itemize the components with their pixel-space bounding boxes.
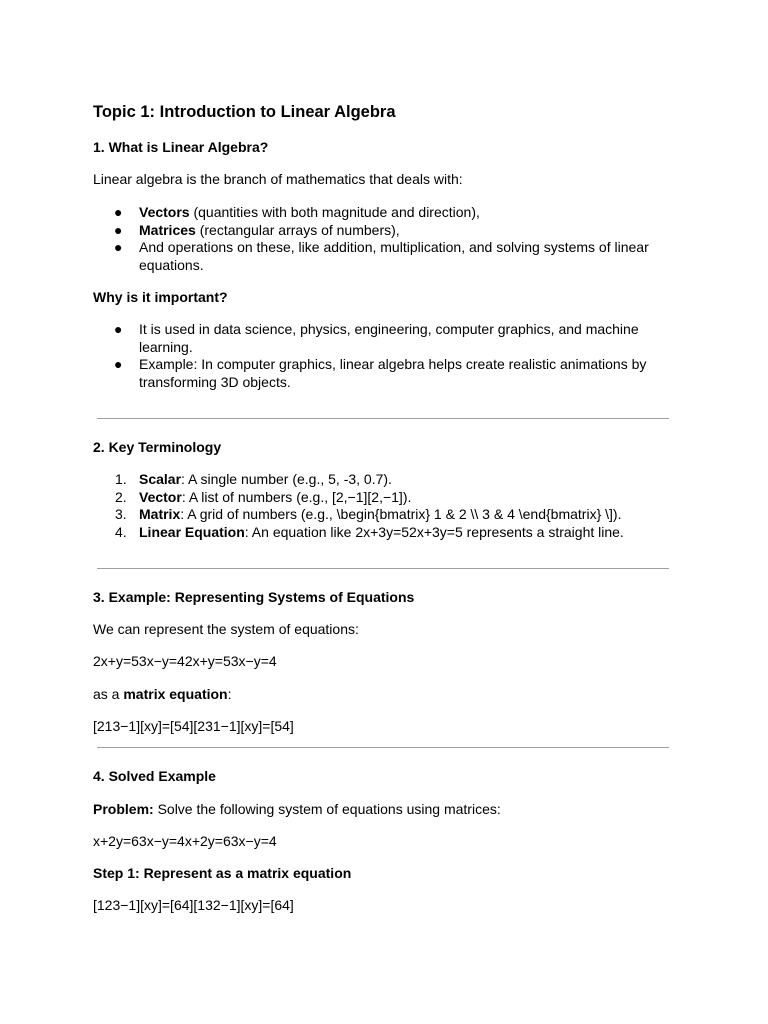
term-bold: Matrix	[139, 506, 181, 522]
bullet-text: Example: In computer graphics, linear algebra helps create realistic animations by transforming 3D objects.	[139, 356, 647, 390]
as-a-text: as a	[93, 686, 124, 702]
section-3-heading: 3. Example: Representing Systems of Equations	[93, 589, 415, 605]
list-item	[93, 204, 663, 222]
problem-text: Solve the following system of equations using matrices:	[153, 801, 501, 817]
key-terminology-list	[93, 471, 663, 541]
list-number: 4.	[115, 523, 127, 540]
section-4-heading: 4. Solved Example	[93, 768, 216, 784]
section-2-heading: 2. Key Terminology	[93, 439, 222, 455]
bullet-icon: ●	[114, 321, 123, 337]
step-1-heading: Step 1: Represent as a matrix equation	[93, 865, 352, 881]
term-definition: : A grid of numbers (e.g., \begin{bmatrix} 1 & 2 \\ 3 & 4 \end{bmatrix} \]).	[180, 506, 622, 522]
system-equations: 2x+y=53x−y=42x+y=53x−y=4	[93, 653, 277, 669]
list-item	[93, 524, 663, 542]
matrix-equation-bold: matrix equation	[123, 686, 228, 702]
list-item	[93, 506, 663, 524]
term-definition: : A list of numbers (e.g., [2,−1][2,−1]).	[181, 488, 412, 505]
problem-label: Problem:	[93, 801, 154, 817]
bullet-bold-term: Vectors	[139, 204, 190, 220]
term-bold: Linear Equation	[139, 523, 245, 540]
problem-equations: x+2y=63x−y=4x+2y=63x−y=4	[93, 833, 277, 849]
section-3-intro: We can represent the system of equations:	[93, 621, 359, 637]
term-bold: Vector	[139, 488, 182, 505]
section-1-heading: 1. What is Linear Algebra?	[93, 139, 269, 155]
bullet-text: (quantities with both magnitude and direction),	[189, 204, 480, 220]
list-item	[93, 321, 663, 356]
why-important-bullet-list	[93, 321, 663, 391]
list-item	[93, 471, 663, 489]
bullet-icon: ●	[114, 356, 123, 372]
bullet-icon: ●	[114, 204, 123, 220]
term-definition: : An equation like 2x+3y=52x+3y=5 represents a straight line.	[244, 523, 624, 540]
section-1-intro: Linear algebra is the branch of mathematics that deals with:	[93, 171, 463, 187]
why-important-heading: Why is it important?	[93, 289, 228, 305]
horizontal-divider	[97, 747, 669, 748]
bullet-text: And operations on these, like addition, multiplication, and solving systems of linear equations.	[139, 239, 649, 273]
list-item	[93, 356, 663, 391]
horizontal-divider	[97, 568, 669, 569]
bullet-icon: ●	[114, 239, 123, 255]
list-item	[93, 489, 663, 507]
bullet-icon: ●	[114, 221, 123, 238]
bullet-text: (rectangular arrays of numbers),	[195, 221, 400, 238]
term-bold: Scalar	[139, 471, 182, 487]
page-title: Topic 1: Introduction to Linear Algebra	[93, 103, 396, 121]
list-item	[93, 222, 663, 240]
section-1-bullet-list	[93, 204, 663, 274]
list-number: 2.	[115, 488, 127, 505]
list-number: 3.	[115, 506, 127, 522]
problem-statement	[93, 801, 501, 819]
list-item	[93, 239, 663, 274]
horizontal-divider	[97, 418, 669, 419]
bullet-bold-term: Matrices	[139, 221, 196, 238]
colon-text: :	[227, 686, 232, 702]
step-1-matrix: [123−1][xy]=[64][132−1][xy]=[64]	[93, 897, 294, 913]
term-definition: : A single number (e.g., 5, -3, 0.7).	[181, 471, 392, 487]
bullet-text: It is used in data science, physics, engineering, computer graphics, and machine learning.	[139, 321, 639, 355]
list-number: 1.	[115, 471, 127, 487]
as-matrix-equation-line	[93, 686, 232, 704]
matrix-representation: [213−1][xy]=[54][231−1][xy]=[54]	[93, 718, 294, 734]
